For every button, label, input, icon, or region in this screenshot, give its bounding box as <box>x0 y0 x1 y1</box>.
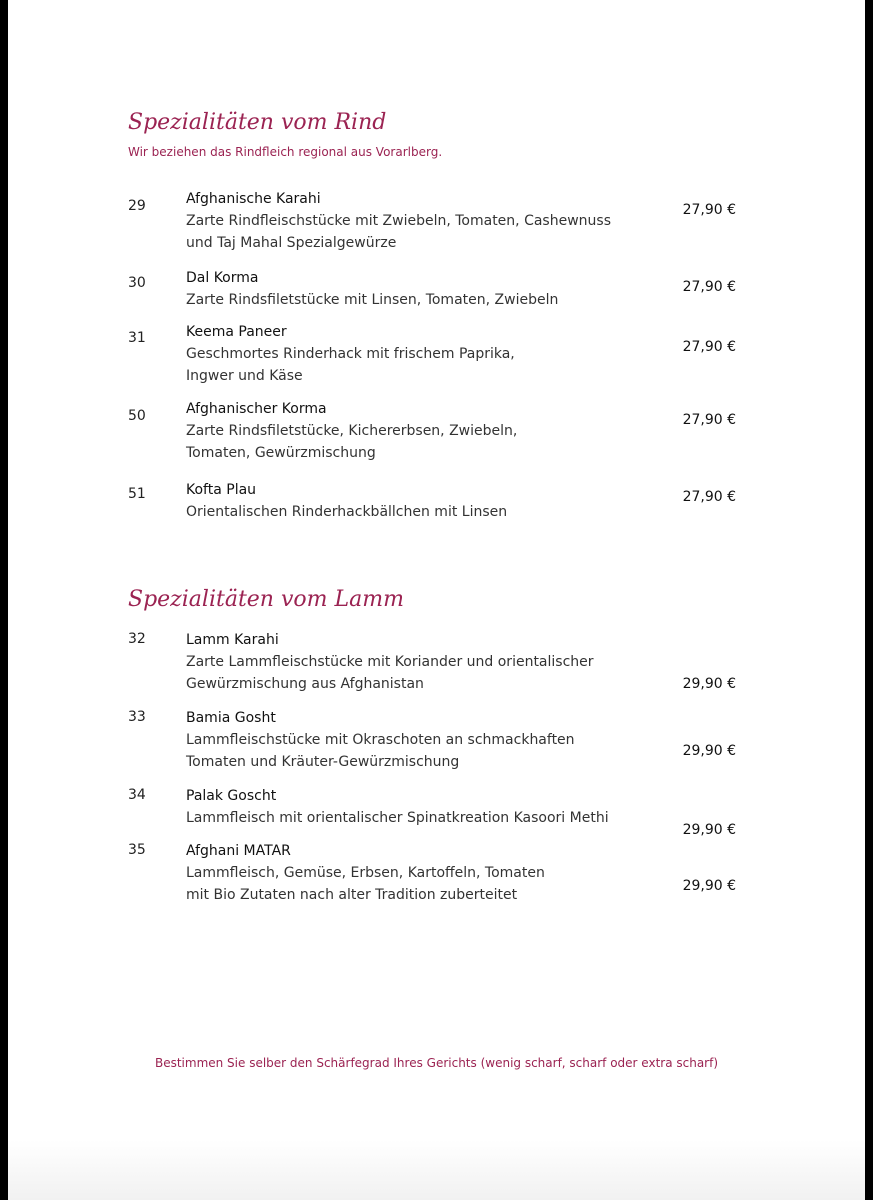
item-price: 29,90 € <box>682 878 736 894</box>
item-description: Lammfleisch mit orientalischer Spinatkreation Kasoori Methi <box>186 810 609 826</box>
item-text <box>186 188 656 254</box>
item-price: 27,90 € <box>682 489 736 505</box>
item-number: 30 <box>128 275 146 291</box>
item-name: Kofta Plau <box>186 482 257 498</box>
item-price: 27,90 € <box>682 279 736 295</box>
item-number: 50 <box>128 408 146 424</box>
section-title-rind: Spezialitäten vom Rind <box>128 110 387 135</box>
item-description: Orientalischen Rinderhackbällchen mit Linsen <box>186 504 508 520</box>
item-description: Geschmortes Rinderhack mit frischem Paprika, Ingwer und Käse <box>186 346 515 384</box>
item-number: 31 <box>128 330 146 346</box>
item-name: Palak Goscht <box>186 788 277 804</box>
item-number: 32 <box>128 631 146 647</box>
item-text <box>186 479 656 523</box>
item-description: Lammfleisch, Gemüse, Erbsen, Kartoffeln, Tomaten mit Bio Zutaten nach alter Tradition zuberteitet <box>186 865 545 903</box>
item-number: 51 <box>128 486 146 502</box>
item-text <box>186 267 656 311</box>
item-name: Dal Korma <box>186 270 259 286</box>
spice-level-note: Bestimmen Sie selber den Schärfegrad Ihres Gerichts (wenig scharf, scharf oder extra scharf) <box>154 1056 719 1070</box>
item-number: 33 <box>128 709 146 725</box>
item-description: Zarte Lammfleischstücke mit Koriander und orientalischer Gewürzmischung aus Afghanistan <box>186 654 594 692</box>
item-text <box>186 707 656 773</box>
item-number: 34 <box>128 787 146 803</box>
section-title-lamm: Spezialitäten vom Lamm <box>128 587 404 612</box>
item-description: Zarte Rindsfiletstücke, Kichererbsen, Zwiebeln, Tomaten, Gewürzmischung <box>186 423 518 461</box>
item-name: Lamm Karahi <box>186 632 279 648</box>
item-name: Keema Paneer <box>186 324 287 340</box>
item-text <box>186 629 656 695</box>
item-price: 29,90 € <box>682 743 736 759</box>
section-note-rind: Wir beziehen das Rindfleich regional aus Vorarlberg. <box>128 145 443 159</box>
item-description: Lammfleischstücke mit Okraschoten an schmackhaften Tomaten und Kräuter-Gewürzmischung <box>186 732 575 770</box>
item-price: 27,90 € <box>682 339 736 355</box>
item-number: 35 <box>128 842 146 858</box>
item-text <box>186 785 656 829</box>
item-text <box>186 840 656 906</box>
item-text <box>186 398 656 464</box>
item-description: Zarte Rindsfiletstücke mit Linsen, Tomaten, Zwiebeln <box>186 292 559 308</box>
item-price: 27,90 € <box>682 412 736 428</box>
item-price: 29,90 € <box>682 822 736 838</box>
item-number: 29 <box>128 198 146 214</box>
menu-page <box>8 0 865 1200</box>
page-shadow <box>8 1140 865 1200</box>
item-name: Afghanischer Korma <box>186 401 327 417</box>
item-text <box>186 321 656 387</box>
item-price: 27,90 € <box>682 202 736 218</box>
item-name: Afghani MATAR <box>186 843 291 859</box>
item-price: 29,90 € <box>682 676 736 692</box>
item-name: Bamia Gosht <box>186 710 276 726</box>
item-name: Afghanische Karahi <box>186 191 321 207</box>
item-description: Zarte Rindfleischstücke mit Zwiebeln, Tomaten, Cashewnuss und Taj Mahal Spezialgewürze <box>186 213 611 251</box>
